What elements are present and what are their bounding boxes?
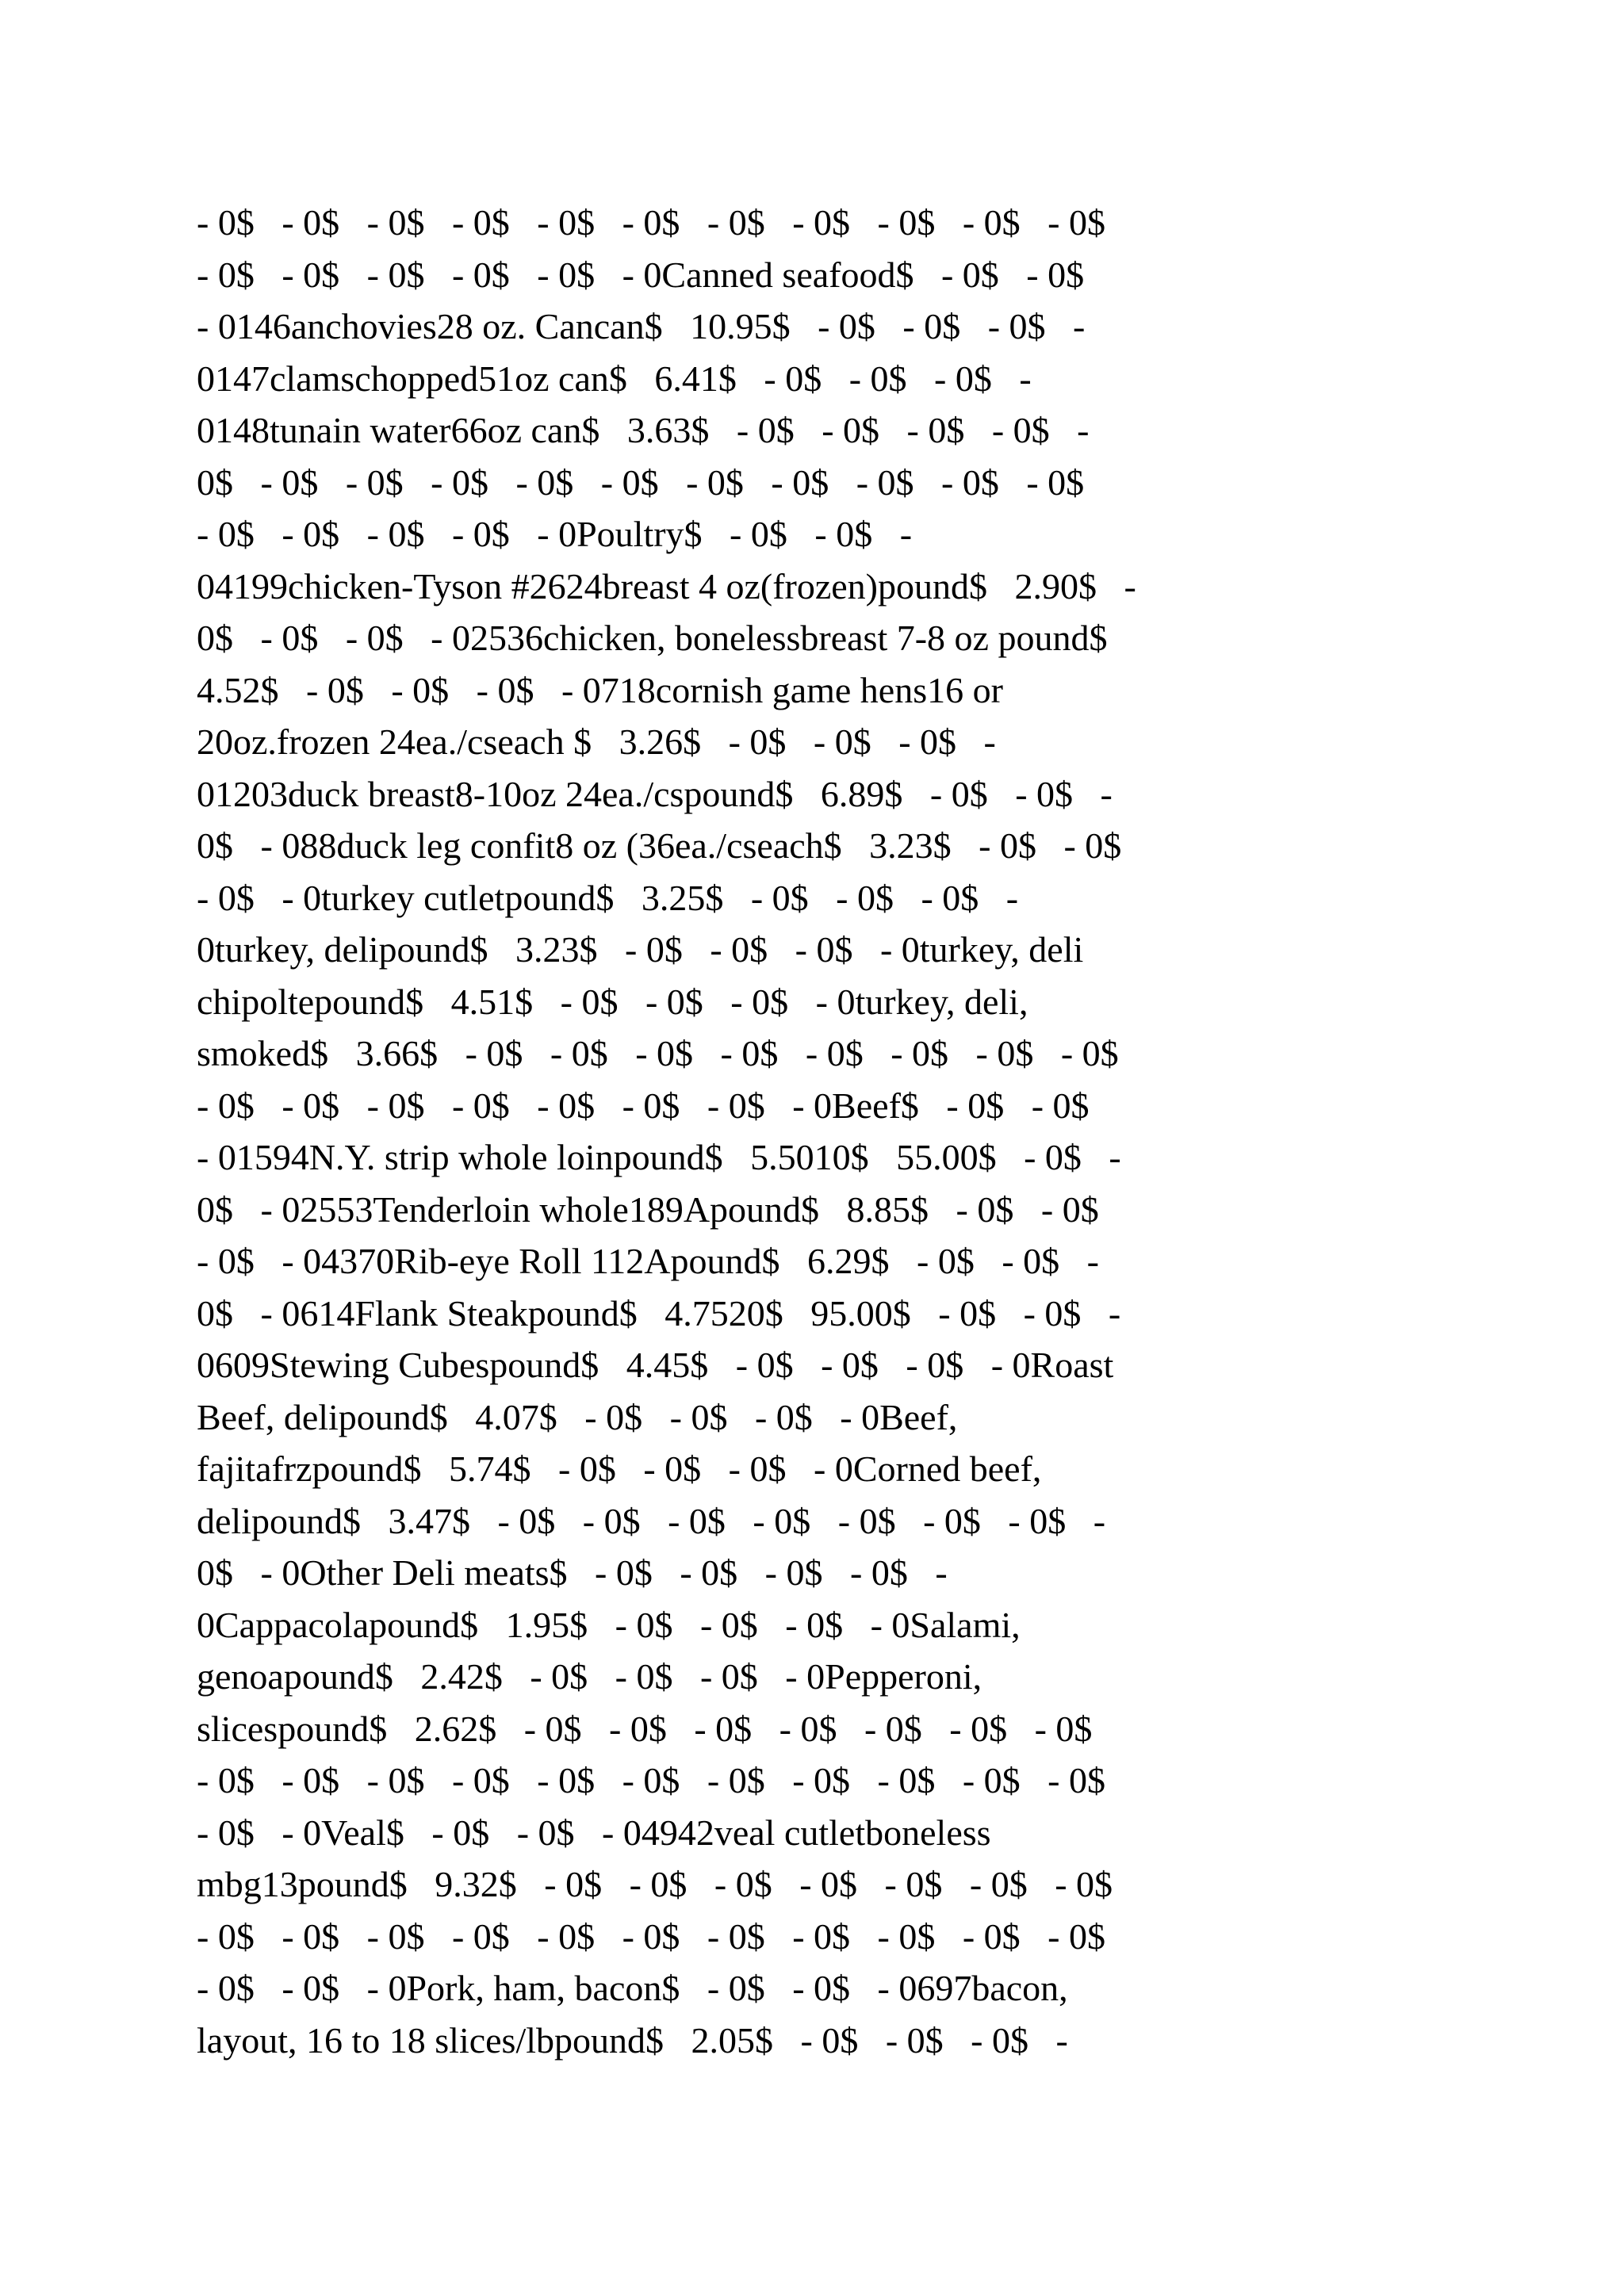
price-list-text (197, 197, 1434, 2066)
text-line: 0$ - 0$ - 0$ - 02536chicken, bonelessbreast 7-8 oz pound$ (197, 618, 1108, 658)
text-line: chipoltepound$ 4.51$ - 0$ - 0$ - 0$ - 0turkey, deli, (197, 981, 1028, 1022)
text-line: - 0$ - 0turkey cutletpound$ 3.25$ - 0$ - 0$ - 0$ - (197, 877, 1019, 918)
text-line: delipound$ 3.47$ - 0$ - 0$ - 0$ - 0$ - 0$ - 0$ - 0$ - (197, 1500, 1106, 1541)
text-line: Beef, delipound$ 4.07$ - 0$ - 0$ - 0$ - 0Beef, (197, 1396, 958, 1437)
text-line: - 0$ - 0$ - 0$ - 0$ - 0$ - 0$ - 0$ - 0$ - 0$ - 0$ - 0$ (197, 1760, 1106, 1800)
text-line: 4.52$ - 0$ - 0$ - 0$ - 0718cornish game hens16 or (197, 669, 1003, 710)
text-line: - 0$ - 04370Rib-eye Roll 112Apound$ 6.29$ - 0$ - 0$ - (197, 1241, 1099, 1281)
text-line: 0$ - 0614Flank Steakpound$ 4.7520$ 95.00$ - 0$ - 0$ - (197, 1292, 1121, 1334)
text-line: - 0$ - 0Veal$ - 0$ - 0$ - 04942veal cutletboneless (197, 1812, 991, 1853)
text-line: 01203duck breast8-10oz 24ea./cspound$ 6.89$ - 0$ - 0$ - (197, 773, 1113, 814)
text-line: 0turkey, delipound$ 3.23$ - 0$ - 0$ - 0$ - 0turkey, deli (197, 929, 1084, 970)
text-line: - 0$ - 0$ - 0$ - 0$ - 0$ - 0$ - 0$ - 0$ - 0$ - 0$ - 0$ (197, 202, 1106, 243)
text-line: 0148tunain water66oz can$ 3.63$ - 0$ - 0$ - 0$ - 0$ - (197, 410, 1090, 450)
text-line: 0$ - 0$ - 0$ - 0$ - 0$ - 0$ - 0$ - 0$ - 0$ - 0$ - 0$ (197, 461, 1085, 503)
text-line: - 0146anchovies28 oz. Cancan$ 10.95$ - 0$ - 0$ - 0$ - (197, 306, 1086, 346)
text-line: layout, 16 to 18 slices/lbpound$ 2.05$ - 0$ - 0$ - 0$ - (197, 2019, 1068, 2061)
text-line: 0$ - 088duck leg confit8 oz (36ea./cseach$ 3.23$ - 0$ - 0$ (197, 825, 1122, 866)
text-line: 04199chicken-Tyson #2624breast 4 oz(frozen)pound$ 2.90$ - (197, 565, 1136, 607)
text-line: 0$ - 02553Tenderloin whole189Apound$ 8.85$ - 0$ - 0$ (197, 1188, 1099, 1230)
text-line: 0147clamschopped51oz can$ 6.41$ - 0$ - 0$ - 0$ - (197, 358, 1032, 399)
text-line: - 01594N.Y. strip whole loinpound$ 5.5010$ 55.00$ - 0$ - (197, 1137, 1121, 1177)
text-line: 20oz.frozen 24ea./cseach $ 3.26$ - 0$ - 0$ - 0$ - (197, 721, 996, 762)
text-line: - 0$ - 0$ - 0$ - 0$ - 0$ - 0$ - 0$ - 0Beef$ - 0$ - 0$ (197, 1085, 1090, 1126)
text-line: fajitafrzpound$ 5.74$ - 0$ - 0$ - 0$ - 0Corned beef, (197, 1448, 1042, 1489)
text-line: 0Cappacolapound$ 1.95$ - 0$ - 0$ - 0$ - 0Salami, (197, 1604, 1021, 1645)
text-line: - 0$ - 0$ - 0$ - 0$ - 0Poultry$ - 0$ - 0$ - (197, 514, 913, 554)
text-line: genoapound$ 2.42$ - 0$ - 0$ - 0$ - 0Pepperoni, (197, 1656, 982, 1697)
text-line: - 0$ - 0$ - 0Pork, ham, bacon$ - 0$ - 0$ - 0697bacon, (197, 1968, 1068, 2008)
text-line: - 0$ - 0$ - 0$ - 0$ - 0$ - 0$ - 0$ - 0$ - 0$ - 0$ - 0$ (197, 1915, 1106, 1957)
text-line: mbg13pound$ 9.32$ - 0$ - 0$ - 0$ - 0$ - 0$ - 0$ - 0$ (197, 1864, 1113, 1904)
text-line: 0609Stewing Cubespound$ 4.45$ - 0$ - 0$ - 0$ - 0Roast (197, 1345, 1114, 1385)
text-line: 0$ - 0Other Deli meats$ - 0$ - 0$ - 0$ - 0$ - (197, 1552, 948, 1593)
text-line: - 0$ - 0$ - 0$ - 0$ - 0$ - 0Canned seafood$ - 0$ - 0$ (197, 254, 1085, 295)
text-line: slicespound$ 2.62$ - 0$ - 0$ - 0$ - 0$ - 0$ - 0$ - 0$ (197, 1708, 1093, 1749)
text-line: smoked$ 3.66$ - 0$ - 0$ - 0$ - 0$ - 0$ - 0$ - 0$ - 0$ (197, 1033, 1119, 1073)
